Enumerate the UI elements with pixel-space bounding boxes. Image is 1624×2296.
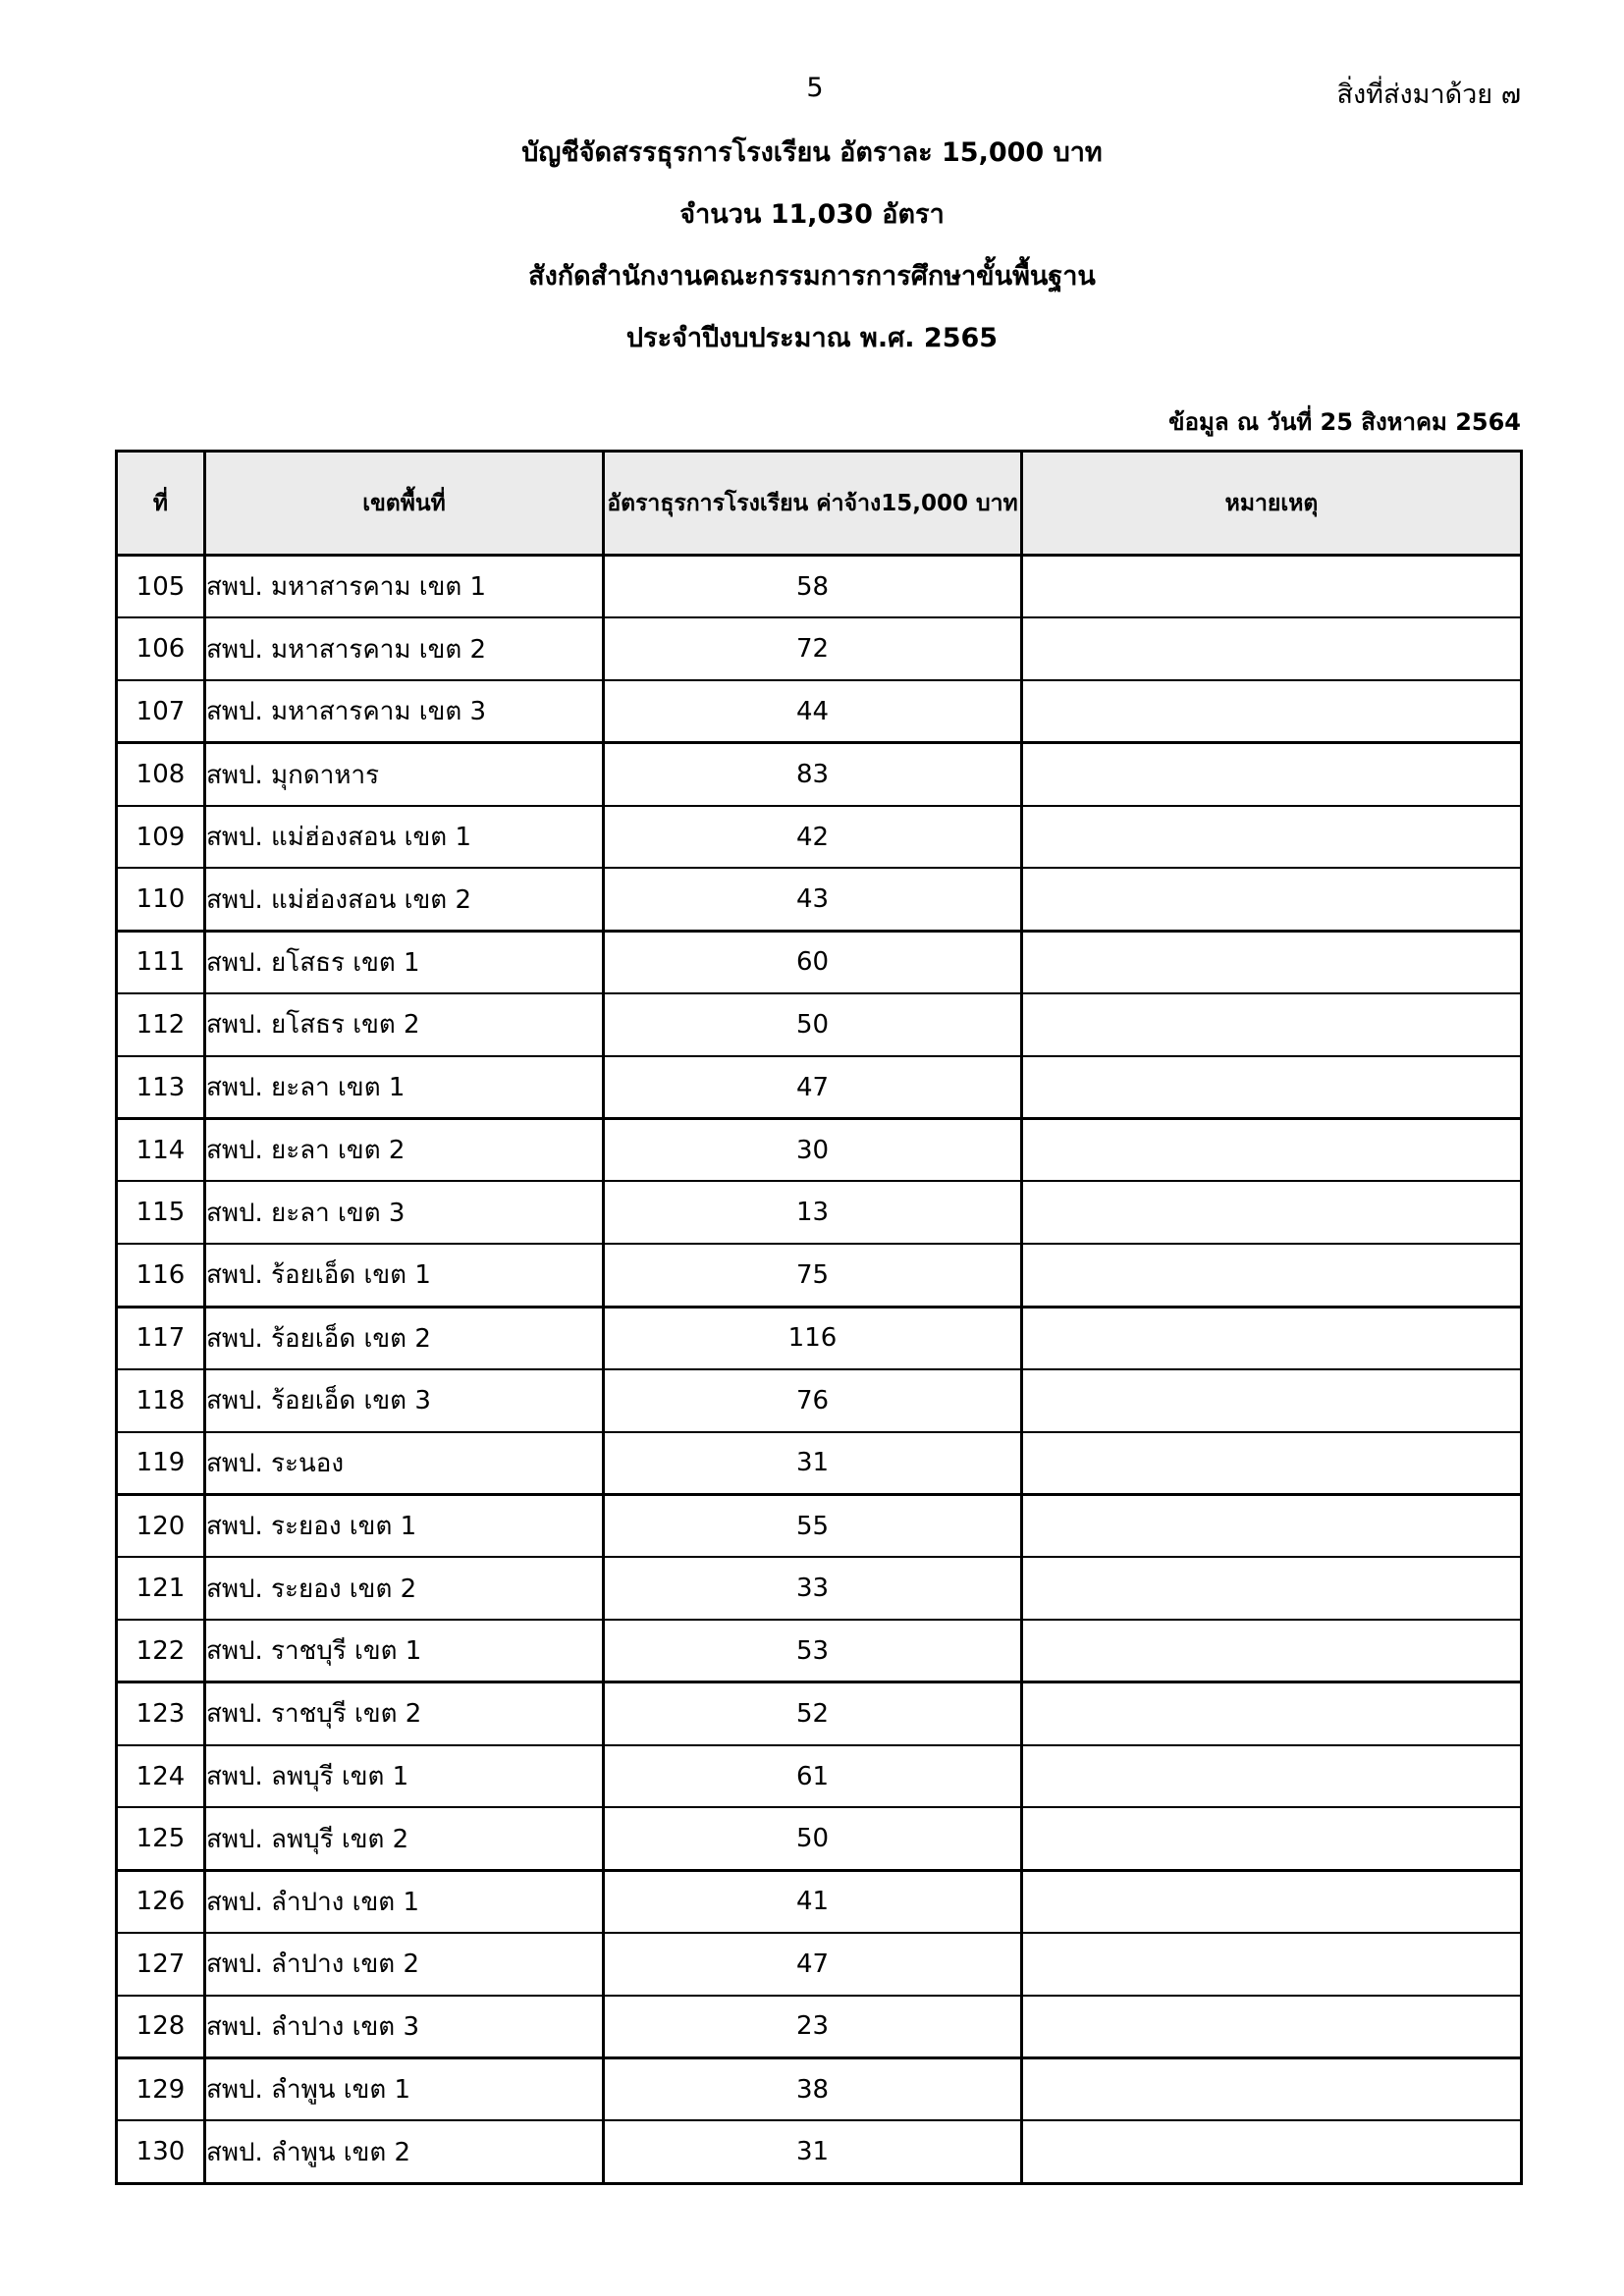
row-note: [1022, 868, 1522, 931]
row-note: [1022, 1244, 1522, 1307]
row-area: สพป. มหาสารคาม เขต 3: [205, 680, 604, 743]
table-row: [117, 1307, 1522, 1369]
row-area: สพป. ยะลา เขต 1: [205, 1056, 604, 1119]
table-row: [117, 1432, 1522, 1495]
row-area: สพป. ราชบุรี เขต 2: [205, 1682, 604, 1745]
table-row: [117, 1870, 1522, 1933]
table-row: [117, 993, 1522, 1056]
row-area: สพป. ลำปาง เขต 2: [205, 1933, 604, 1996]
row-rate: 116: [604, 1307, 1022, 1369]
row-rate: 31: [604, 2120, 1022, 2183]
row-number: 116: [117, 1244, 205, 1307]
row-area: สพป. ลำปาง เขต 3: [205, 1996, 604, 2058]
row-number: 122: [117, 1620, 205, 1682]
row-note: [1022, 1996, 1522, 2058]
row-rate: 30: [604, 1119, 1022, 1182]
row-area: สพป. ลำปาง เขต 1: [205, 1870, 604, 1933]
header-no: ที่: [117, 452, 205, 556]
row-area: สพป. ราชบุรี เขต 1: [205, 1620, 604, 1682]
row-rate: 83: [604, 743, 1022, 806]
row-note: [1022, 680, 1522, 743]
row-note: [1022, 1620, 1522, 1682]
table-row: [117, 1745, 1522, 1808]
row-rate: 50: [604, 1807, 1022, 1870]
row-area: สพป. ร้อยเอ็ด เขต 1: [205, 1244, 604, 1307]
table-row: [117, 806, 1522, 869]
table-header-row: [117, 452, 1522, 556]
row-note: [1022, 1933, 1522, 1996]
row-note: [1022, 2120, 1522, 2183]
row-note: [1022, 1494, 1522, 1557]
row-rate: 31: [604, 1432, 1022, 1495]
row-note: [1022, 1745, 1522, 1808]
row-rate: 43: [604, 868, 1022, 931]
table-body: [117, 556, 1522, 2184]
row-rate: 38: [604, 2058, 1022, 2121]
row-number: 120: [117, 1494, 205, 1557]
table-row: [117, 868, 1522, 931]
row-number: 125: [117, 1807, 205, 1870]
row-area: สพป. ร้อยเอ็ด เขต 3: [205, 1369, 604, 1432]
row-number: 117: [117, 1307, 205, 1369]
row-area: สพป. ลำพูน เขต 1: [205, 2058, 604, 2121]
row-note: [1022, 617, 1522, 680]
row-note: [1022, 2058, 1522, 2121]
row-rate: 60: [604, 931, 1022, 993]
row-area: สพป. แม่ฮ่องสอน เขต 1: [205, 806, 604, 869]
row-number: 127: [117, 1933, 205, 1996]
row-rate: 52: [604, 1682, 1022, 1745]
row-area: สพป. ระยอง เขต 1: [205, 1494, 604, 1557]
row-number: 128: [117, 1996, 205, 2058]
row-number: 123: [117, 1682, 205, 1745]
data-date: ข้อมูล ณ วันที่ 25 สิงหาคม 2564: [1168, 408, 1521, 436]
row-rate: 41: [604, 1870, 1022, 1933]
allocation-count: จำนวน 11,030 อัตรา: [679, 199, 945, 230]
table-row: [117, 1119, 1522, 1182]
header-area: เขตพื้นที่: [205, 452, 604, 556]
row-area: สพป. ร้อยเอ็ด เขต 2: [205, 1307, 604, 1369]
row-rate: 55: [604, 1494, 1022, 1557]
table-row: [117, 2058, 1522, 2121]
row-note: [1022, 806, 1522, 869]
row-rate: 44: [604, 680, 1022, 743]
row-note: [1022, 993, 1522, 1056]
row-rate: 76: [604, 1369, 1022, 1432]
row-number: 108: [117, 743, 205, 806]
row-number: 106: [117, 617, 205, 680]
row-area: สพป. ยะลา เขต 3: [205, 1181, 604, 1244]
row-rate: 61: [604, 1745, 1022, 1808]
row-number: 114: [117, 1119, 205, 1182]
row-note: [1022, 931, 1522, 993]
row-area: สพป. มหาสารคาม เขต 1: [205, 556, 604, 618]
document-title: บัญชีจัดสรรธุรการโรงเรียน อัตราละ 15,000 บาท: [521, 137, 1103, 168]
row-rate: 58: [604, 556, 1022, 618]
row-number: 113: [117, 1056, 205, 1119]
row-area: สพป. มุกดาหาร: [205, 743, 604, 806]
row-note: [1022, 1369, 1522, 1432]
row-area: สพป. ยโสธร เขต 2: [205, 993, 604, 1056]
row-note: [1022, 1682, 1522, 1745]
row-rate: 42: [604, 806, 1022, 869]
row-note: [1022, 1181, 1522, 1244]
row-note: [1022, 1307, 1522, 1369]
table-row: [117, 1557, 1522, 1620]
table-row: [117, 1933, 1522, 1996]
row-rate: 33: [604, 1557, 1022, 1620]
row-area: สพป. ยโสธร เขต 1: [205, 931, 604, 993]
row-number: 118: [117, 1369, 205, 1432]
table-row: [117, 1996, 1522, 2058]
agency-name: สังกัดสำนักงานคณะกรรมการการศึกษาขั้นพื้นฐาน: [528, 261, 1096, 292]
row-rate: 23: [604, 1996, 1022, 2058]
row-rate: 53: [604, 1620, 1022, 1682]
table-row: [117, 1620, 1522, 1682]
row-number: 124: [117, 1745, 205, 1808]
row-note: [1022, 1119, 1522, 1182]
row-number: 107: [117, 680, 205, 743]
table-row: [117, 1494, 1522, 1557]
header-rate: อัตราธุรการโรงเรียน ค่าจ้าง15,000 บาท: [604, 452, 1022, 556]
row-note: [1022, 1870, 1522, 1933]
row-rate: 72: [604, 617, 1022, 680]
row-number: 109: [117, 806, 205, 869]
table-row: [117, 743, 1522, 806]
row-rate: 13: [604, 1181, 1022, 1244]
row-number: 111: [117, 931, 205, 993]
row-note: [1022, 1557, 1522, 1620]
row-number: 119: [117, 1432, 205, 1495]
row-area: สพป. ระนอง: [205, 1432, 604, 1495]
row-number: 105: [117, 556, 205, 618]
table-row: [117, 556, 1522, 618]
table-row: [117, 680, 1522, 743]
row-number: 130: [117, 2120, 205, 2183]
row-area: สพป. แม่ฮ่องสอน เขต 2: [205, 868, 604, 931]
row-note: [1022, 1807, 1522, 1870]
row-note: [1022, 1056, 1522, 1119]
table-row: [117, 1369, 1522, 1432]
row-number: 121: [117, 1557, 205, 1620]
table-row: [117, 1244, 1522, 1307]
table-row: [117, 1807, 1522, 1870]
table-row: [117, 2120, 1522, 2183]
row-note: [1022, 1432, 1522, 1495]
header-note: หมายเหตุ: [1022, 452, 1522, 556]
row-area: สพป. ลำพูน เขต 2: [205, 2120, 604, 2183]
row-area: สพป. มหาสารคาม เขต 2: [205, 617, 604, 680]
row-number: 110: [117, 868, 205, 931]
row-number: 112: [117, 993, 205, 1056]
row-number: 115: [117, 1181, 205, 1244]
row-rate: 50: [604, 993, 1022, 1056]
row-number: 129: [117, 2058, 205, 2121]
table-row: [117, 1181, 1522, 1244]
fiscal-year: ประจำปีงบประมาณ พ.ศ. 2565: [625, 323, 999, 353]
attachment-note: สิ่งที่ส่งมาด้วย ๗: [1336, 80, 1521, 110]
row-area: สพป. ลพบุรี เขต 1: [205, 1745, 604, 1808]
table-row: [117, 931, 1522, 993]
row-note: [1022, 556, 1522, 618]
table-row: [117, 1682, 1522, 1745]
row-number: 126: [117, 1870, 205, 1933]
table-row: [117, 1056, 1522, 1119]
row-note: [1022, 743, 1522, 806]
row-rate: 75: [604, 1244, 1022, 1307]
row-rate: 47: [604, 1056, 1022, 1119]
allocation-table: [115, 450, 1523, 2185]
row-area: สพป. ยะลา เขต 2: [205, 1119, 604, 1182]
page-number: 5: [806, 73, 824, 103]
row-rate: 47: [604, 1933, 1022, 1996]
row-area: สพป. ระยอง เขต 2: [205, 1557, 604, 1620]
table-row: [117, 617, 1522, 680]
row-area: สพป. ลพบุรี เขต 2: [205, 1807, 604, 1870]
